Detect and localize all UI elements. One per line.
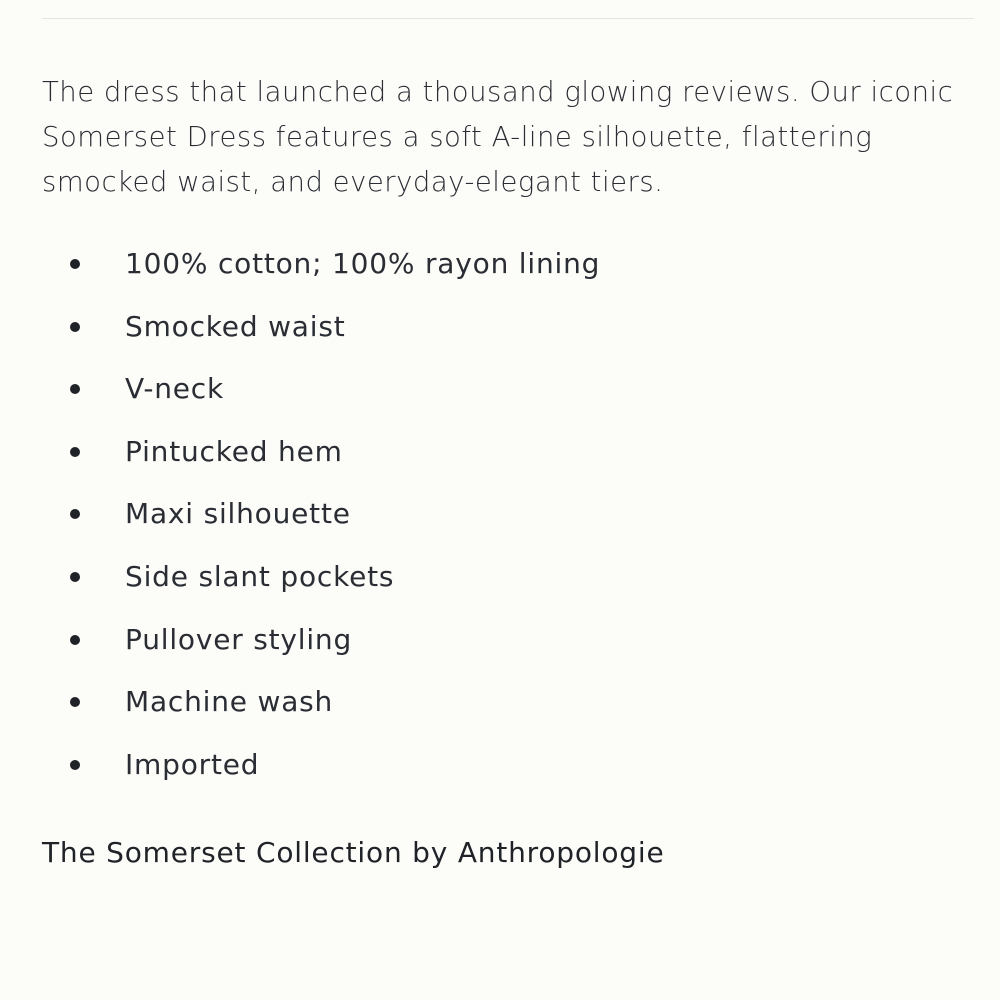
product-description: The dress that launched a thousand glowing reviews. Our iconic Somerset Dress features a soft A-line silhouette, flattering smocked waist, and everyday-elegant tiers. [42,76,954,198]
bullet-icon [70,572,80,582]
feature-label: 100% cotton; 100% rayon lining [125,247,601,280]
feature-item [0,616,1000,679]
bullet-icon [70,447,80,457]
bullet-icon [70,384,80,394]
bullet-icon [70,760,80,770]
bullet-icon [70,697,80,707]
feature-label: Machine wash [125,685,334,719]
feature-label: Imported [125,747,260,781]
collection-title: The Somerset Collection by Anthropologie [42,836,665,869]
feature-item [0,741,1000,804]
feature-list [0,240,1000,803]
feature-label: Maxi silhouette [125,497,351,531]
bullet-icon [70,635,80,645]
feature-item [0,240,1000,303]
feature-item [0,553,1000,616]
bullet-icon [70,322,80,332]
feature-item [0,365,1000,428]
feature-label: Pintucked hem [125,434,343,468]
bullet-icon [70,509,80,519]
feature-item [0,303,1000,366]
top-divider [42,18,974,19]
feature-label: Smocked waist [125,309,346,343]
feature-item [0,428,1000,491]
bullet-icon [70,259,80,269]
feature-label: V-neck [125,372,224,406]
feature-label: Pullover styling [125,622,353,656]
feature-item [0,678,1000,741]
feature-label: Side slant pockets [125,559,395,593]
feature-item [0,490,1000,553]
